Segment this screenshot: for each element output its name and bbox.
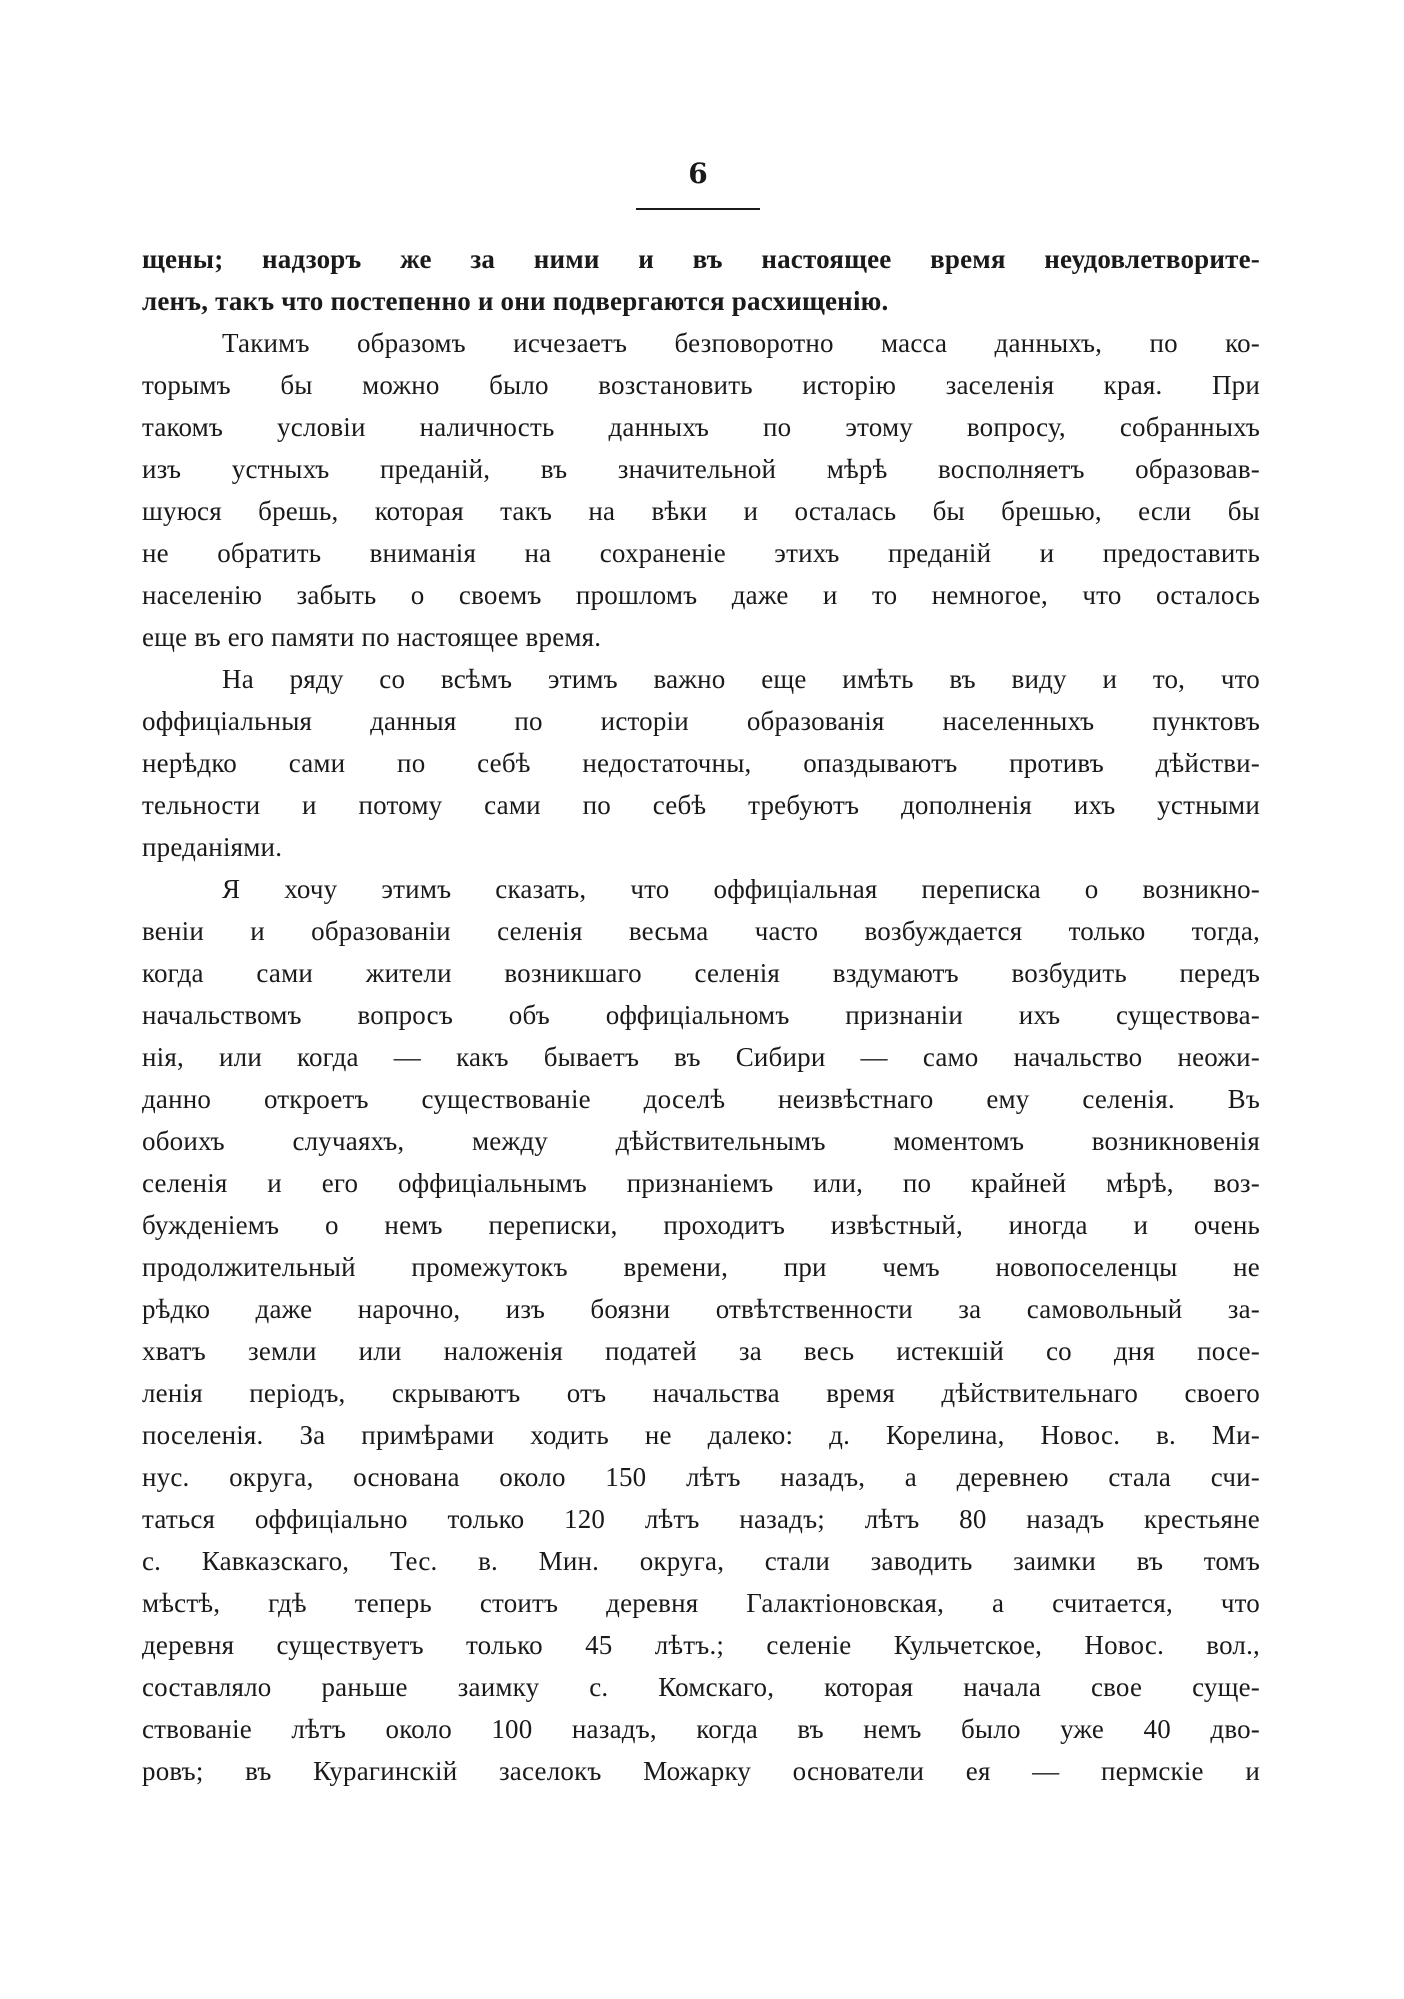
text-line: деревня существуетъ только 45 лѣтъ.; селеніе Кульчетское, Новос. вол., [142, 1630, 1260, 1660]
text-line: рѣдко даже нарочно, изъ боязни отвѣтственности за самовольный за- [142, 1294, 1260, 1324]
text-line: щены; надзоръ же за ними и въ настоящее время неудовлетворите- [142, 244, 1260, 274]
text-line: обоихъ случаяхъ, между дѣйствительнымъ моментомъ возникновенія [142, 1126, 1260, 1156]
text-line: нерѣдко сами по себѣ недостаточны, опаздываютъ противъ дѣйстви- [142, 748, 1260, 778]
text-line: селенія и его оффиціальнымъ признаніемъ или, по крайней мѣрѣ, воз- [142, 1168, 1260, 1198]
text-line: мѣстѣ, гдѣ теперь стоитъ деревня Галактіоновская, а считается, что [142, 1588, 1260, 1618]
text-line: не обратить вниманія на сохраненіе этихъ преданій и предоставить [142, 538, 1260, 568]
text-line: оффиціальныя данныя по исторіи образованія населенныхъ пунктовъ [142, 706, 1260, 736]
text-line: нус. округа, основана около 150 лѣтъ назадъ, а деревнею стала счи- [142, 1462, 1260, 1492]
text-line: торымъ бы можно было возстановить исторію заселенія края. При [142, 370, 1260, 400]
text-line: нія, или когда — какъ бываетъ въ Сибири — само начальство неожи- [142, 1042, 1260, 1072]
text-line: населенію забыть о своемъ прошломъ даже и то немногое, что осталось [142, 580, 1260, 610]
text-line: тельности и потому сами по себѣ требуютъ дополненія ихъ устными [142, 790, 1260, 820]
text-line: с. Кавказскаго, Тес. в. Мин. округа, стали заводить заимки въ томъ [142, 1546, 1260, 1576]
page-number-container [636, 158, 760, 190]
page-number: 6 [688, 157, 708, 190]
text-line: начальствомъ вопросъ объ оффиціальномъ признаніи ихъ существова- [142, 1000, 1260, 1030]
text-line: продолжительный промежутокъ времени, при чемъ новопоселенцы не [142, 1252, 1260, 1282]
text-line: На ряду со всѣмъ этимъ важно еще имѣть въ виду и то, что [222, 664, 1260, 694]
text-line: хватъ земли или наложенія податей за весь истекшій со дня посе- [142, 1336, 1260, 1366]
text-line: таться оффиціально только 120 лѣтъ назадъ; лѣтъ 80 назадъ крестьяне [142, 1504, 1260, 1534]
text-line: изъ устныхъ преданій, въ значительной мѣрѣ восполняетъ образовав- [142, 454, 1260, 484]
text-line: ровъ; въ Курагинскій заселокъ Можарку основатели ея — пермскіе и [142, 1756, 1260, 1786]
text-line: ленія періодъ, скрываютъ отъ начальства время дѣйствительнаго своего [142, 1378, 1260, 1408]
text-line: еще въ его памяти по настоящее время. [142, 622, 602, 652]
text-line: Я хочу этимъ сказать, что оффиціальная переписка о возникно- [222, 874, 1260, 904]
page-number-rule [636, 208, 760, 210]
text-line: когда сами жители возникшаго селенія вздумаютъ возбудить передъ [142, 958, 1260, 988]
text-line: составляло раньше заимку с. Комскаго, которая начала свое суще- [142, 1672, 1260, 1702]
body-text [142, 238, 1260, 1792]
text-line: поселенія. За примѣрами ходить не далеко: д. Корелина, Новос. в. Ми- [142, 1420, 1260, 1450]
text-line: Такимъ образомъ исчезаетъ безповоротно масса данныхъ, по ко- [222, 328, 1260, 358]
text-line: шуюся брешь, которая такъ на вѣки и осталась бы брешью, если бы [142, 496, 1260, 526]
text-line: данно откроетъ существованіе доселѣ неизвѣстнаго ему селенія. Въ [142, 1084, 1260, 1114]
text-line: ленъ, такъ что постепенно и они подвергаются расхищенію. [142, 286, 889, 316]
text-line: ствованіе лѣтъ около 100 назадъ, когда въ немъ было уже 40 дво- [142, 1714, 1260, 1744]
text-line: бужденіемъ о немъ переписки, проходитъ извѣстный, иногда и очень [142, 1210, 1260, 1240]
text-line: веніи и образованіи селенія весьма часто возбуждается только тогда, [142, 916, 1260, 946]
text-line: такомъ условіи наличность данныхъ по этому вопросу, собранныхъ [142, 412, 1260, 442]
text-line: преданіями. [142, 832, 283, 862]
